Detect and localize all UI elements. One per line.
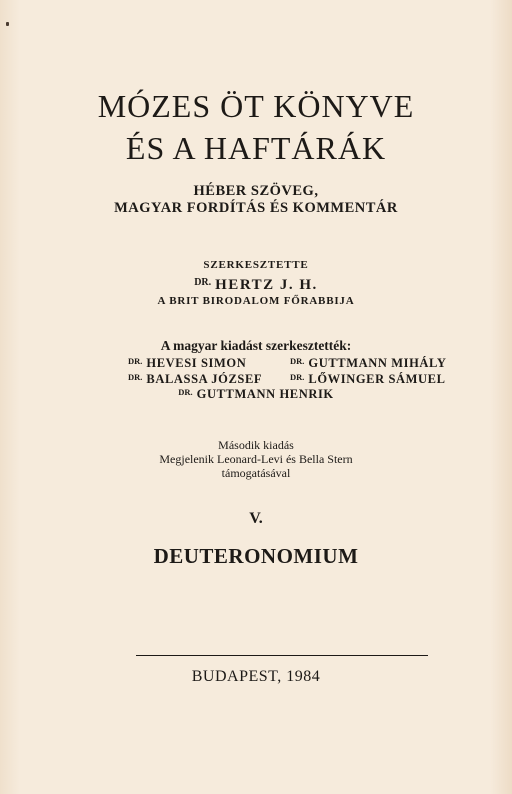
book-title-line-1: MÓZES ÖT KÖNYVE xyxy=(97,88,415,124)
volume-number: V. xyxy=(249,510,263,527)
subtitle-line-2: MAGYAR FORDÍTÁS ÉS KOMMENTÁR xyxy=(114,200,398,216)
subtitle-line-1: HÉBER SZÖVEG, xyxy=(193,183,319,199)
hungarian-editor xyxy=(290,354,446,371)
editor-title-prefix: DR. xyxy=(194,277,212,288)
editor-name-text: HERTZ J. H. xyxy=(215,277,318,293)
sponsor-note-continued: támogatásával xyxy=(221,466,291,480)
volume-title: DEUTERONOMIUM xyxy=(153,544,359,568)
editor-name xyxy=(0,274,512,294)
hungarian-editor-name: BALASSA JÓZSEF xyxy=(146,372,263,386)
editor-title-prefix: DR. xyxy=(290,372,305,382)
ink-speck xyxy=(6,22,9,26)
hungarian-editor-name: LŐWINGER SÁMUEL xyxy=(308,372,446,386)
edited-by-label: SZERKESZTETTE xyxy=(203,259,309,271)
editor-role: A BRIT BIRODALOM FŐRABBIJA xyxy=(157,295,355,307)
hungarian-editors-heading: A magyar kiadást szerkesztették: xyxy=(160,338,352,353)
hungarian-editor-name: HEVESI SIMON xyxy=(146,356,247,370)
hungarian-editor xyxy=(0,385,512,402)
sponsor-note: Megjelenik Leonard-Levi és Bella Stern xyxy=(159,452,353,466)
divider-rule xyxy=(136,655,428,656)
editor-title-prefix: DR. xyxy=(128,356,143,366)
hungarian-editor xyxy=(128,354,246,371)
editor-title-prefix: DR. xyxy=(290,356,305,366)
edition-note: Második kiadás xyxy=(218,438,294,452)
book-title-line-2: ÉS A HAFTÁRÁK xyxy=(125,130,387,166)
hungarian-editor-name: GUTTMANN HENRIK xyxy=(196,387,334,401)
editor-title-prefix: DR. xyxy=(128,372,143,382)
imprint: BUDAPEST, 1984 xyxy=(191,668,321,685)
hungarian-editor-name: GUTTMANN MIHÁLY xyxy=(308,356,447,370)
editor-title-prefix: DR. xyxy=(178,387,193,397)
